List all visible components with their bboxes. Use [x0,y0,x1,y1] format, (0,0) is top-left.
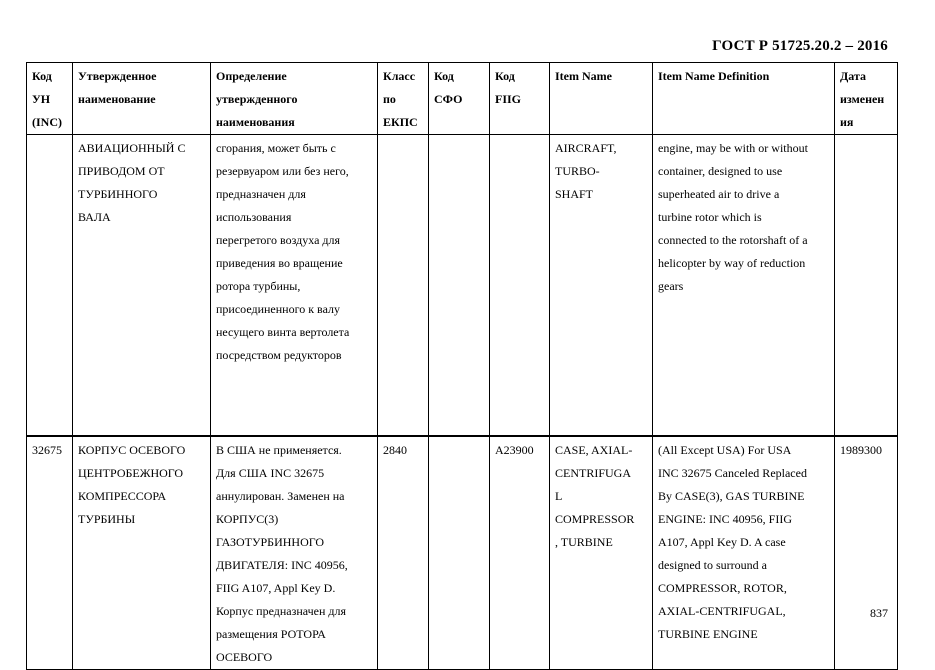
page-number: 837 [870,606,888,620]
cell-text-line: TURBO- [555,164,600,178]
code-fiig-cell [490,135,550,437]
cell-text-line: AIRCRAFT, [555,141,617,155]
cell-text-line: несущего винта вертолета [216,325,350,339]
cell-text-line: COMPRESSOR, ROTOR, [658,581,787,595]
header-text-line: ия [840,115,854,129]
header-code-sfo [429,63,490,135]
header-text-line: Код [434,69,454,83]
class-ekps-cell [378,135,429,437]
cell-text-line: helicopter by way of reduction [658,256,806,270]
cell-text-line: В США не применяется. [216,443,342,457]
cell-text-line: сгорания, может быть с [216,141,336,155]
code-sfo-cell [429,135,490,437]
cell-text-line: 32675 [32,443,62,457]
cell-text-line: ВАЛА [78,210,111,224]
code-sfo-cell [429,436,490,670]
header-text-line: Item Name [555,69,612,83]
header-definition [211,63,378,135]
item-name-cell [550,436,653,670]
table-row [27,135,898,437]
cell-text-line: A23900 [495,443,534,457]
header-text-line: FIIG [495,92,522,106]
cell-text-line: ТУРБИННОГО [78,187,158,201]
header-text-line: утвержденного [216,92,298,106]
header-text-line: Код [495,69,515,83]
header-approved-name [73,63,211,135]
cell-text-line: Для США INC 32675 [216,466,325,480]
cell-text-line: turbine rotor which is [658,210,762,224]
cell-text-line: designed to surround a [658,558,767,572]
definition-cell [211,135,378,437]
table-header-row [27,63,898,135]
cell-text-line: КОРПУС ОСЕВОГО [78,443,186,457]
cell-text-line: ГАЗОТУРБИННОГО [216,535,325,549]
cell-text-line: By CASE(3), GAS TURBINE [658,489,805,503]
cell-text-line: TURBINE ENGINE [658,627,758,641]
definition-cell [211,436,378,670]
cell-text-line: ТУРБИНЫ [78,512,136,526]
cell-text-line: , TURBINE [555,535,613,549]
table-body [27,135,898,670]
cell-text-line: AXIAL-CENTRIFUGAL, [658,604,786,618]
header-text-line: УН [32,92,51,106]
header-text-line: по [383,92,396,106]
header-code-un [27,63,73,135]
cell-text-line: INC 32675 Canceled Replaced [658,466,807,480]
cell-text-line: CASE, AXIAL- [555,443,633,457]
header-text-line: (INC) [32,115,62,129]
table-row [27,436,898,670]
header-text-line: изменен [840,92,885,106]
header-change-date [835,63,898,135]
cell-text-line: L [555,489,563,503]
cell-text-line: размещения РОТОРА [216,627,326,641]
cell-text-line: CENTRIFUGA [555,466,632,480]
cell-text-line: (All Except USA) For USA [658,443,792,457]
cell-text-line: предназначен для [216,187,306,201]
item-definition-cell [653,436,835,670]
item-name-cell [550,135,653,437]
cell-text-line: аннулирован. Заменен на [216,489,345,503]
cell-text-line: COMPRESSOR [555,512,635,526]
cell-text-line: КОРПУС(3) [216,512,279,526]
approved-name-cell [73,436,211,670]
cell-text-line: connected to the rotorshaft of a [658,233,808,247]
cell-text-line: container, designed to use [658,164,783,178]
cell-text-line: 2840 [383,443,407,457]
header-text-line: Утвержденное [78,69,157,83]
cell-text-line: 1989300 [840,443,882,457]
header-text-line: СФО [434,92,463,106]
item-definition-cell [653,135,835,437]
cell-text-line: gears [658,279,684,293]
class-ekps-cell [378,436,429,670]
cell-text-line: ротора турбины, [216,279,301,293]
cell-text-line: ЦЕНТРОБЕЖНОГО [78,466,184,480]
cell-text-line: резервуаром или без него, [216,164,349,178]
header-text-line: Определение [216,69,287,83]
cell-text-line: ПРИВОДОМ ОТ [78,164,165,178]
header-text-line: Дата [840,69,866,83]
document-standard-header: ГОСТ Р 51725.20.2 – 2016 [712,38,888,54]
header-code-fiig [490,63,550,135]
approved-name-cell [73,135,211,437]
cell-text-line: ENGINE: INC 40956, FIIG [658,512,792,526]
change-date-cell [835,135,898,437]
cell-text-line: ДВИГАТЕЛЯ: INC 40956, [216,558,348,572]
cell-text-line: A107, Appl Key D. A case [658,535,786,549]
header-text-line: наименование [78,92,156,106]
change-date-cell [835,436,898,670]
cell-text-line: SHAFT [555,187,594,201]
cell-text-line: посредством редукторов [216,348,342,362]
header-text-line: Класс [383,69,416,83]
header-text-line: наименования [216,115,295,129]
cell-text-line: FIIG A107, Appl Key D. [216,581,336,595]
cell-text-line: superheated air to drive a [658,187,780,201]
classification-table [26,62,898,670]
header-text-line: Код [32,69,52,83]
cell-text-line: использования [216,210,292,224]
header-item-name [550,63,653,135]
cell-text-line: приведения во вращение [216,256,343,270]
cell-text-line: КОМПРЕССОРА [78,489,167,503]
cell-text-line: Корпус предназначен для [216,604,347,618]
header-text-line: Item Name Definition [658,69,770,83]
cell-text-line: перегретого воздуха для [216,233,341,247]
cell-text-line: присоединенного к валу [216,302,340,316]
header-text-line: ЕКПС [383,115,418,129]
cell-text-line: АВИАЦИОННЫЙ С [78,141,186,155]
code-un-cell [27,135,73,437]
cell-text-line: ОСЕВОГО [216,650,273,664]
cell-text-line: engine, may be with or without [658,141,808,155]
code-un-cell [27,436,73,670]
header-class-ekps [378,63,429,135]
code-fiig-cell [490,436,550,670]
header-item-definition [653,63,835,135]
